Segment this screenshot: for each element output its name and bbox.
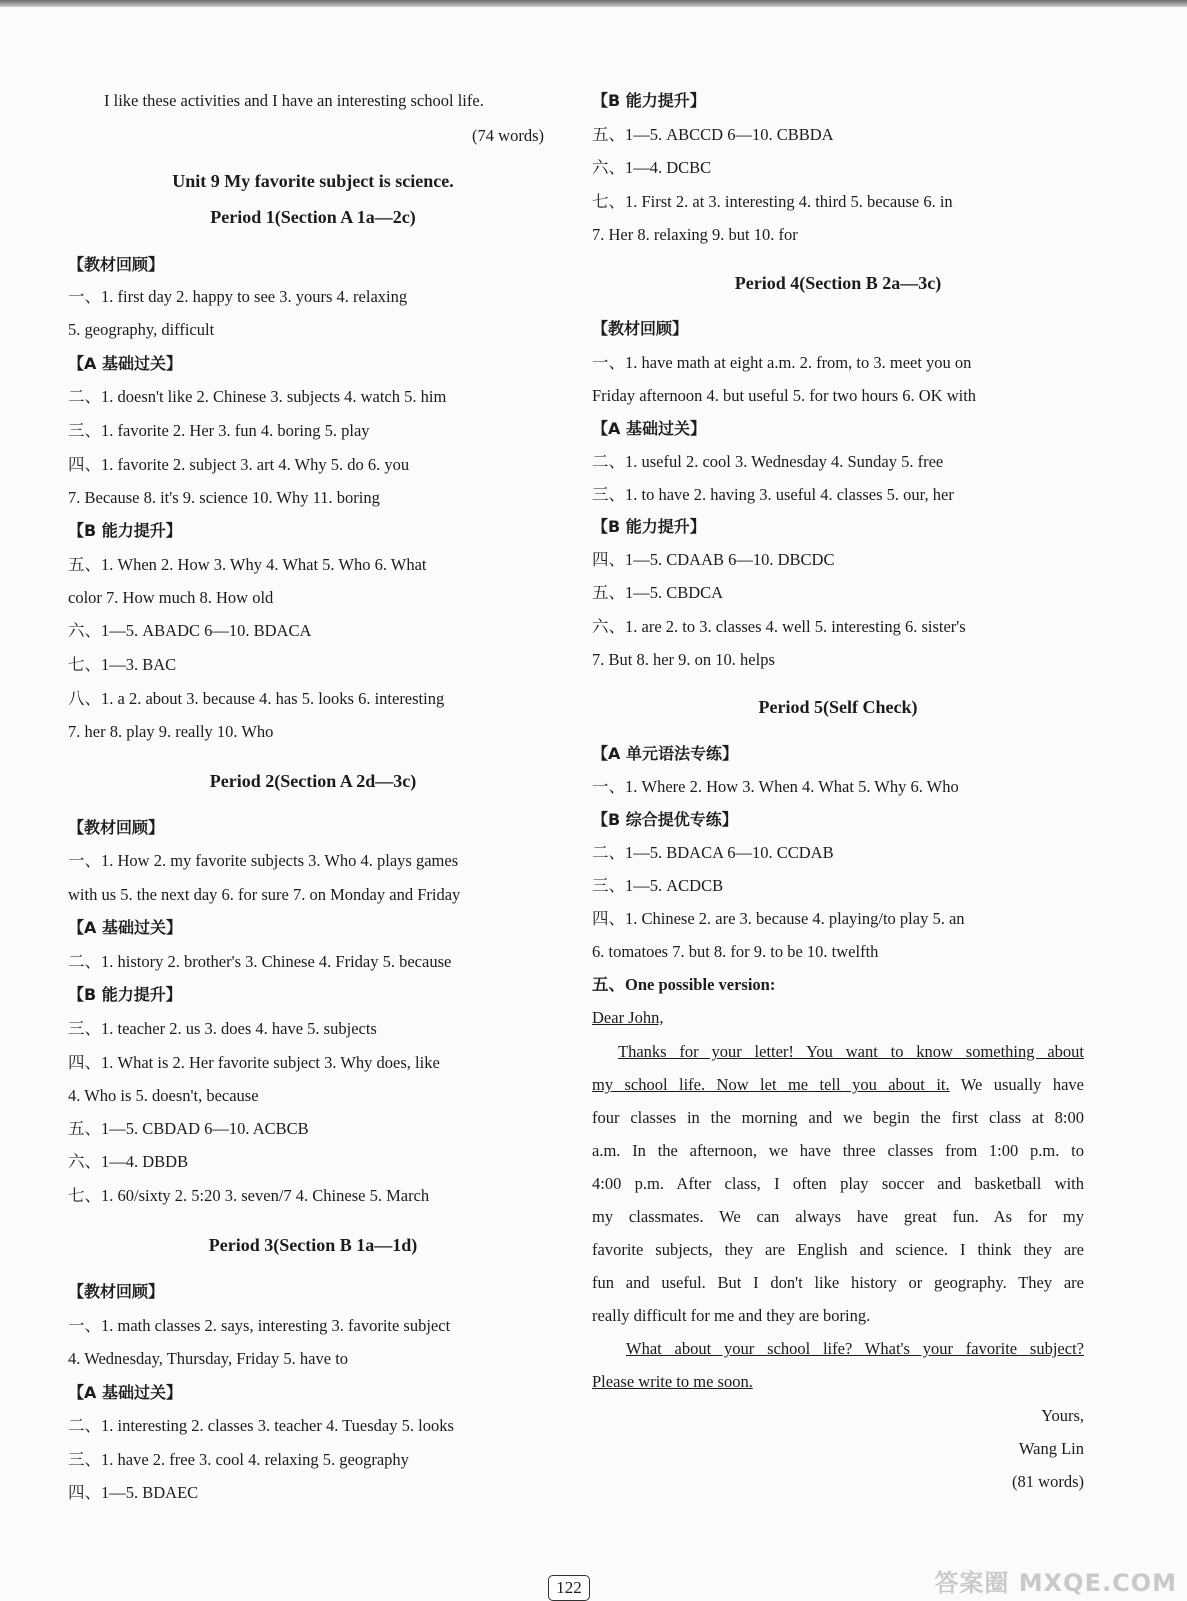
answer-line: 二、1. doesn't like 2. Chinese 3. subjects 4. watch 5. him — [68, 387, 447, 406]
answer-line: 6. tomatoes 7. but 8. for 9. to be 10. twelfth — [592, 942, 879, 961]
letter-text: Thanks for your letter! You want to know something about — [618, 1042, 1084, 1061]
answer-line: 六、1—5. ABADC 6—10. BDACA — [68, 621, 312, 640]
answer-line: 7. Because 8. it's 9. science 10. Why 11. boring — [68, 488, 380, 507]
answer-line: 七、1. 60/sixty 2. 5:20 3. seven/7 4. Chinese 5. March — [68, 1186, 430, 1205]
letter-signature: Wang Lin — [1018, 1439, 1084, 1458]
answer-line: 三、1. to have 2. having 3. useful 4. classes 5. our, her — [592, 485, 954, 504]
answer-line: 五、1—5. ABCCD 6—10. CBBDA — [592, 125, 834, 144]
answer-line: 三、1. favorite 2. Her 3. fun 4. boring 5. play — [68, 421, 370, 440]
answer-line: 一、1. first day 2. happy to see 3. yours 4. relaxing — [68, 287, 408, 306]
scan-top-edge — [0, 0, 1187, 7]
answer-line: 三、1. teacher 2. us 3. does 4. have 5. subjects — [68, 1019, 377, 1038]
unit-title: Unit 9 My favorite subject is science. — [172, 171, 454, 191]
section-heading: 【A 基础过关】 — [68, 354, 182, 373]
section-heading: 【B 能力提升】 — [68, 985, 182, 1004]
answer-line: 四、1—5. BDAEC — [68, 1483, 199, 1502]
answer-line: 二、1—5. BDACA 6—10. CCDAB — [592, 843, 834, 862]
page-number: 122 — [548, 1575, 590, 1601]
answer-line: 八、1. a 2. about 3. because 4. has 5. looks 6. interesting — [68, 689, 445, 708]
answer-line: 六、1—4. DBDB — [68, 1152, 189, 1171]
answer-line: Friday afternoon 4. but useful 5. for two hours 6. OK with — [592, 386, 977, 405]
letter-text: my school life. Now let me tell you about it. — [592, 1075, 950, 1094]
section-heading: 【教材回顾】 — [68, 818, 165, 837]
answer-line: 四、1. Chinese 2. are 3. because 4. playing/to play 5. an — [592, 909, 965, 928]
letter-greeting — [592, 1008, 663, 1028]
answer-line: 五、1. When 2. How 3. Why 4. What 5. Who 6. What — [68, 555, 427, 574]
answer-line: 七、1. First 2. at 3. interesting 4. third 5. because 6. in — [592, 192, 953, 211]
section-heading: 【B 综合提优专练】 — [592, 810, 738, 829]
period-1-title: Period 1(Section A 1a—2c) — [210, 207, 416, 227]
answer-line: 7. her 8. play 9. really 10. Who — [68, 722, 274, 741]
period-2-title: Period 2(Section A 2d—3c) — [209, 771, 417, 791]
letter-line: a.m. In the afternoon, we have three classes from 1:00 p.m. to — [592, 1141, 1084, 1160]
section-heading: 【教材回顾】 — [592, 319, 689, 338]
intro-word-count: (74 words) — [472, 126, 544, 145]
answer-line: 一、1. How 2. my favorite subjects 3. Who 4. plays games — [68, 851, 459, 870]
letter-text: Please write to me soon. — [592, 1372, 753, 1391]
letter-line: favorite subjects, they are English and science. I think they are — [592, 1240, 1084, 1259]
answer-line: 四、1—5. CDAAB 6—10. DBCDC — [592, 550, 835, 569]
period-4-title: Period 4(Section B 2a—3c) — [734, 273, 942, 293]
letter-greeting-text: Dear John, — [592, 1008, 664, 1027]
answer-line: 六、1—4. DCBC — [592, 158, 712, 177]
letter-line: fun and useful. But I don't like history or geography. They are — [592, 1273, 1084, 1292]
watermark: 答案圈 MXQE.COM — [934, 1569, 1177, 1597]
answer-line: 六、1. are 2. to 3. classes 4. well 5. interesting 6. sister's — [592, 617, 966, 636]
letter-line: four classes in the morning and we begin the first class at 8:00 — [592, 1108, 1084, 1127]
letter-line — [592, 1372, 753, 1392]
section-heading: 【教材回顾】 — [68, 255, 165, 274]
answer-line: with us 5. the next day 6. for sure 7. on Monday and Friday — [68, 885, 461, 904]
answer-line: 五、One possible version: — [592, 975, 776, 994]
letter-line: really difficult for me and they are boring. — [592, 1306, 871, 1325]
section-heading: 【B 能力提升】 — [592, 91, 706, 110]
period-3-title: Period 3(Section B 1a—1d) — [208, 1235, 418, 1255]
letter-text: What about your school life? What's your favorite subject? — [626, 1339, 1084, 1358]
letter-text: We usually have — [949, 1075, 1084, 1094]
letter-line: 4:00 p.m. After class, I often play soccer and basketball with — [592, 1174, 1084, 1193]
answer-line: 二、1. history 2. brother's 3. Chinese 4. Friday 5. because — [68, 952, 452, 971]
answer-line: 4. Who is 5. doesn't, because — [68, 1086, 259, 1105]
section-heading: 【B 能力提升】 — [68, 521, 182, 540]
answer-line: 二、1. useful 2. cool 3. Wednesday 4. Sunday 5. free — [592, 452, 944, 471]
answer-line: 七、1—3. BAC — [68, 655, 177, 674]
answer-line: 5. geography, difficult — [68, 320, 215, 339]
answer-line: 三、1—5. ACDCB — [592, 876, 724, 895]
answer-line: color 7. How much 8. How old — [68, 588, 274, 607]
letter-line — [592, 1075, 1084, 1095]
letter-line — [618, 1042, 1084, 1062]
letter-line: my classmates. We can always have great fun. As for my — [592, 1207, 1084, 1226]
answer-line: 一、1. math classes 2. says, interesting 3. favorite subject — [68, 1316, 451, 1335]
answer-line: 一、1. have math at eight a.m. 2. from, to 3. meet you on — [592, 353, 972, 372]
intro-line: I like these activities and I have an interesting school life. — [104, 91, 484, 110]
answer-line: 二、1. interesting 2. classes 3. teacher 4. Tuesday 5. looks — [68, 1416, 454, 1435]
answer-line: 五、1—5. CBDCA — [592, 583, 724, 602]
answer-line: 7. Her 8. relaxing 9. but 10. for — [592, 225, 798, 244]
answer-line: 4. Wednesday, Thursday, Friday 5. have to — [68, 1349, 349, 1368]
answer-line: 7. But 8. her 9. on 10. helps — [592, 650, 775, 669]
section-heading: 【A 基础过关】 — [68, 918, 182, 937]
answer-line: 四、1. What is 2. Her favorite subject 3. Why does, like — [68, 1053, 440, 1072]
period-5-title: Period 5(Self Check) — [758, 697, 918, 717]
answer-line: 四、1. favorite 2. subject 3. art 4. Why 5. do 6. you — [68, 455, 410, 474]
answer-line: 一、1. Where 2. How 3. When 4. What 5. Why 6. Who — [592, 777, 959, 796]
section-heading: 【A 基础过关】 — [592, 419, 706, 438]
letter-closing: Yours, — [1041, 1406, 1084, 1425]
answer-line: 五、1—5. CBDAD 6—10. ACBCB — [68, 1119, 309, 1138]
section-heading: 【A 单元语法专练】 — [592, 744, 738, 763]
section-heading: 【A 基础过关】 — [68, 1383, 182, 1402]
answer-line: 三、1. have 2. free 3. cool 4. relaxing 5. geography — [68, 1450, 409, 1469]
section-heading: 【教材回顾】 — [68, 1282, 165, 1301]
letter-word-count: (81 words) — [1012, 1472, 1084, 1491]
section-heading: 【B 能力提升】 — [592, 517, 706, 536]
letter-line — [626, 1339, 1084, 1359]
